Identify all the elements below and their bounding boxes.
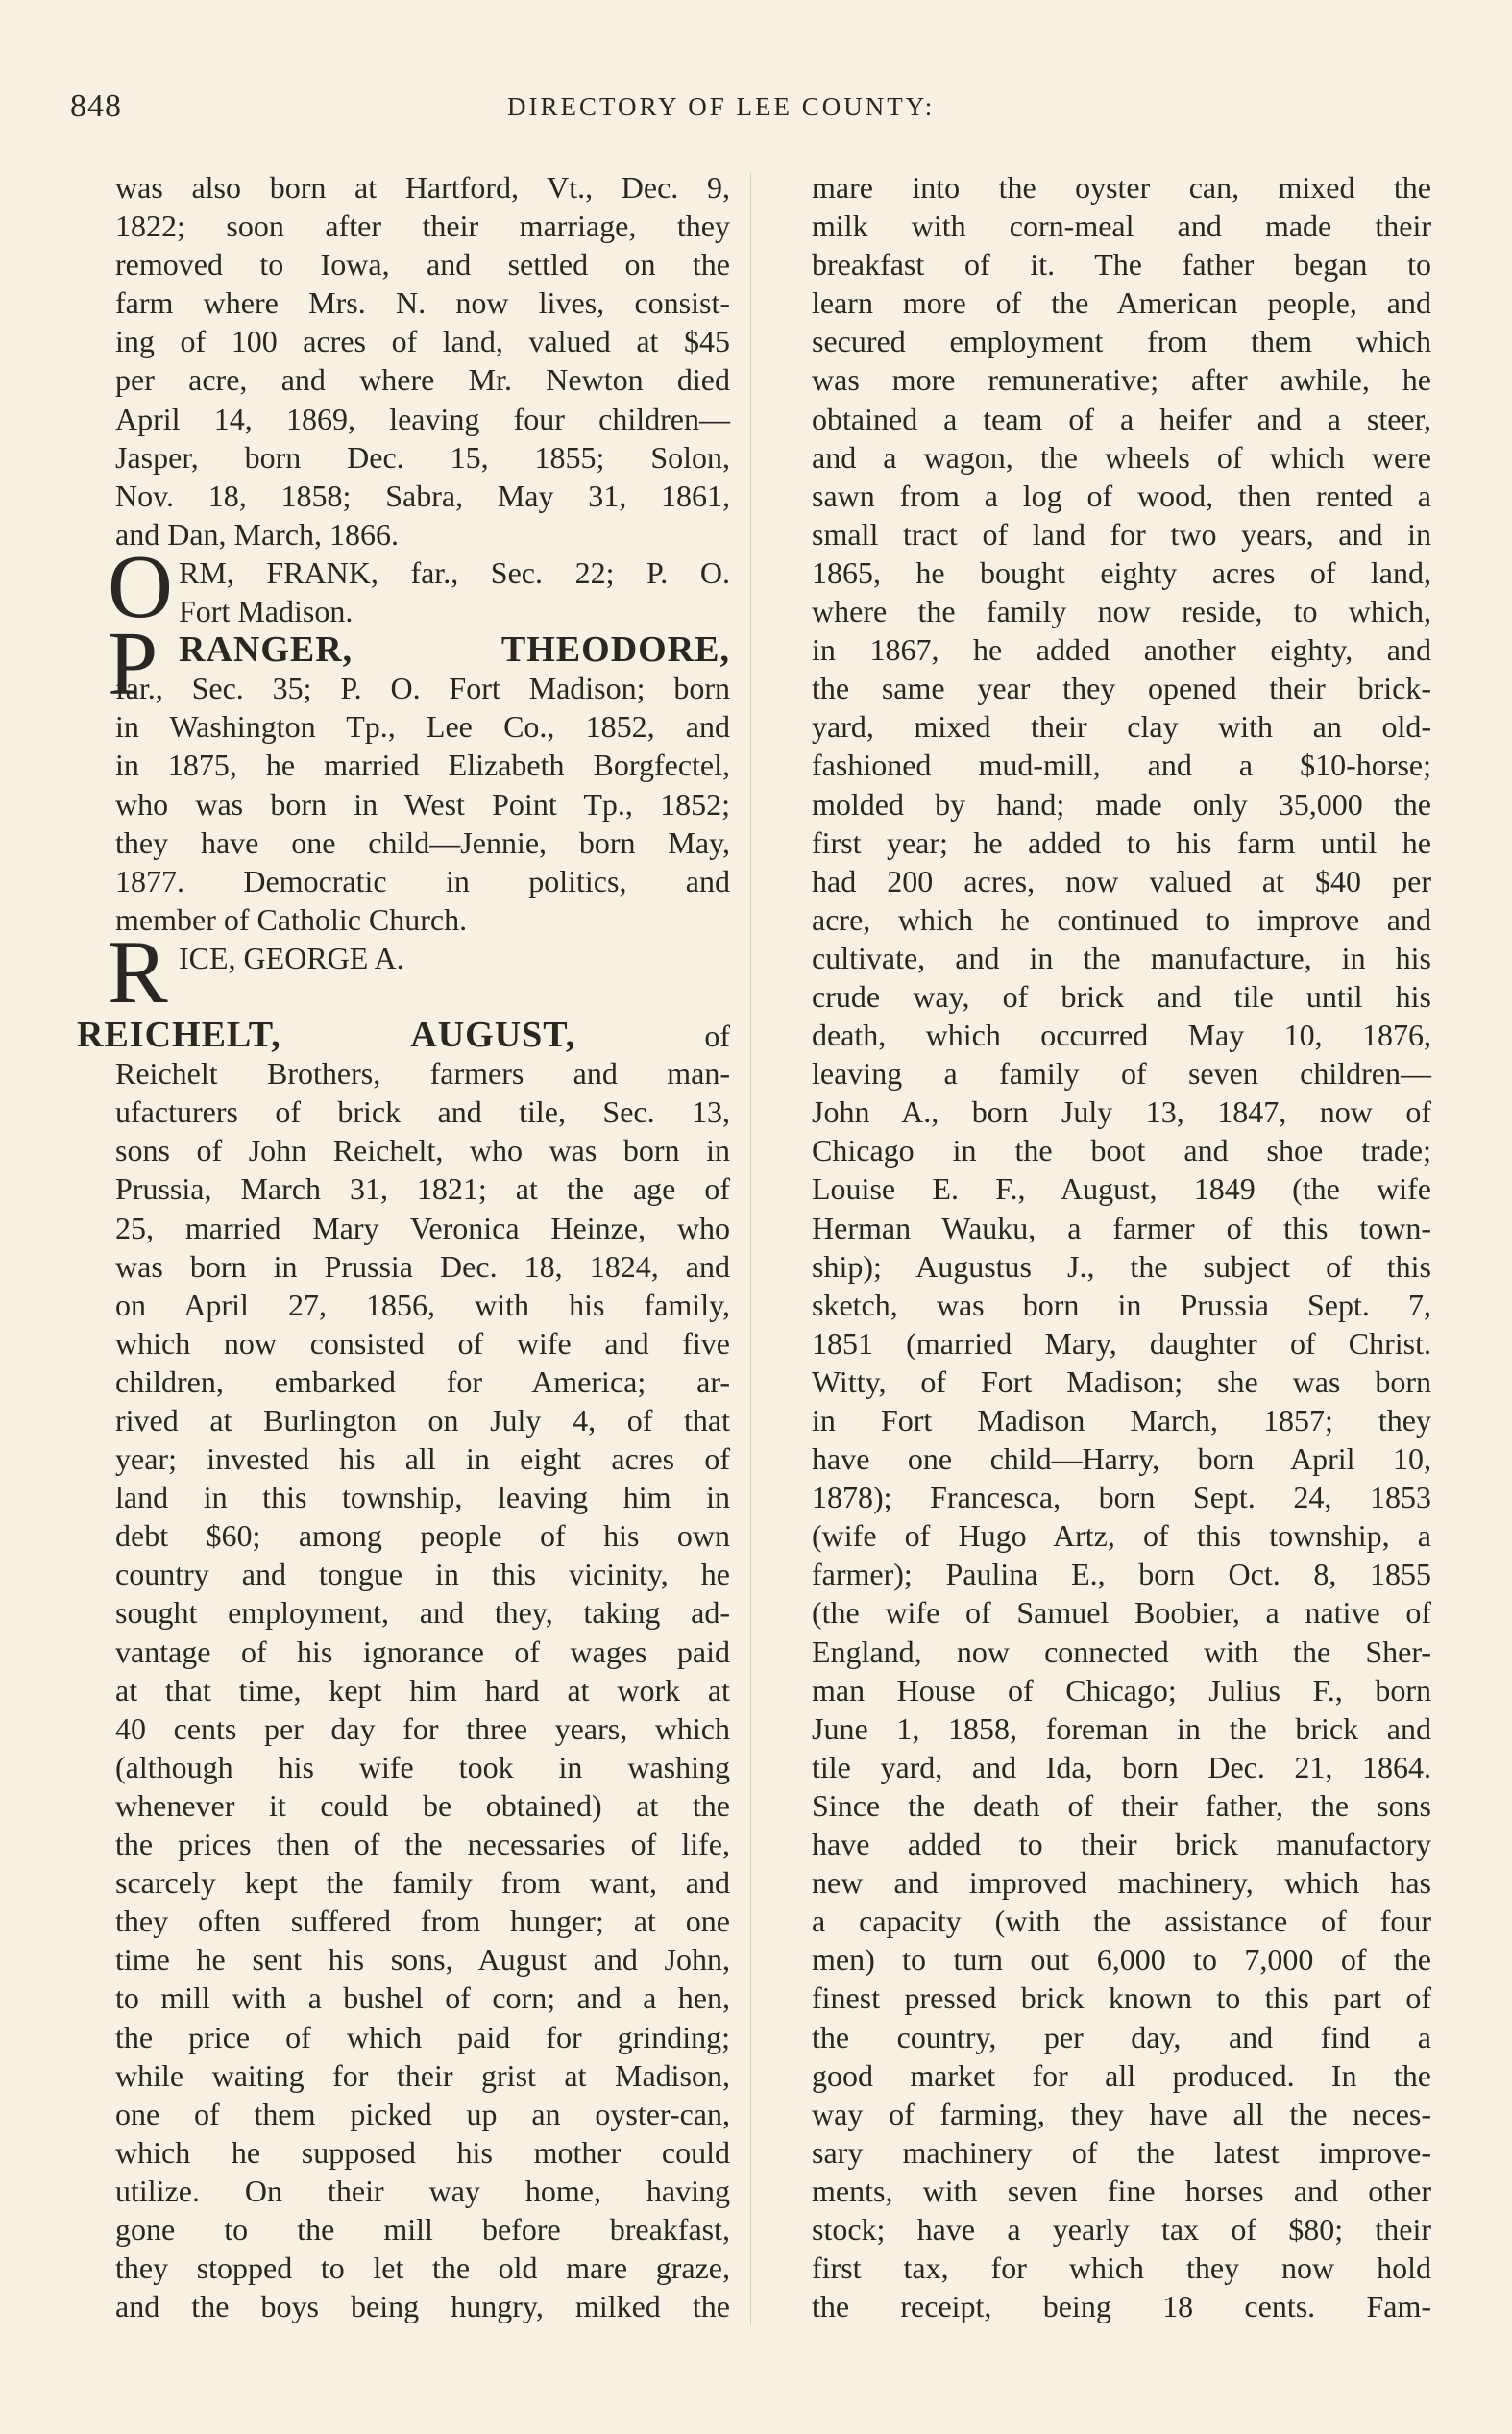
text-line: Louise E. F., August, 1849 (the wife	[812, 1171, 1431, 1207]
text-line: far., Sec. 35; P. O. Fort Madison; born	[115, 671, 730, 706]
text-line: sketch, was born in Prussia Sept. 7,	[812, 1287, 1431, 1322]
entry-reichelt-continued	[812, 168, 1431, 2325]
text-line: removed to Iowa, and settled on the	[115, 247, 730, 283]
entry-pranger	[108, 614, 730, 939]
text-line: crude way, of brick and tile until his	[812, 978, 1431, 1014]
text-line: the country, per day, and find a	[812, 2019, 1431, 2054]
column-divider	[750, 173, 751, 2325]
text-line: Since the death of their father, the sons	[812, 1787, 1431, 1823]
text-line: time he sent his sons, August and John,	[115, 1942, 730, 1978]
entry-reichelt	[77, 1015, 730, 2325]
text-line: to mill with a bushel of corn; and a hen,	[115, 1980, 730, 2016]
text-line: Jasper, born Dec. 15, 1855; Solon,	[115, 439, 730, 475]
text-line: Herman Wauku, a farmer of this town-	[812, 1210, 1431, 1245]
text-line: June 1, 1858, foreman in the brick and	[812, 1710, 1431, 1746]
text-line: 1878); Francesca, born Sept. 24, 1853	[812, 1480, 1431, 1515]
text-line: Chicago in the boot and shoe trade;	[812, 1133, 1431, 1168]
text-line: debt $60; among people of his own	[115, 1518, 730, 1554]
text-line: in Washington Tp., Lee Co., 1852, and	[115, 709, 730, 745]
text-line: in 1867, he added another eighty, and	[812, 632, 1431, 668]
left-column	[77, 168, 730, 2325]
text-line: rived at Burlington on July 4, of that	[115, 1403, 730, 1438]
running-head-title: DIRECTORY OF LEE COUNTY:	[507, 92, 936, 121]
text-line: which he supposed his mother could	[115, 2134, 730, 2170]
text-line: 25, married Mary Veronica Heinze, who	[115, 1210, 730, 1245]
text-line: gone to the mill before breakfast,	[115, 2211, 730, 2247]
text-line: acre, which he continued to improve and	[812, 901, 1431, 937]
text-line: good market for all produced. In the	[812, 2057, 1431, 2093]
text-line: Reichelt Brothers, farmers and man-	[115, 1056, 730, 1092]
text-line: they stopped to let the old mare graze,	[115, 2250, 730, 2286]
text-line: ing of 100 acres of land, valued at $45	[115, 324, 730, 359]
text-line: the same year they opened their brick-	[812, 671, 1431, 706]
page-number: 848	[70, 88, 122, 124]
text-line: John A., born July 13, 1847, now of	[812, 1094, 1431, 1130]
text-line: 40 cents per day for three years, which	[115, 1710, 730, 1746]
intro-paragraph	[115, 168, 730, 553]
text-line: new and improved machinery, which has	[812, 1865, 1431, 1901]
text-line: where the family now reside, to which,	[812, 594, 1431, 629]
text-line: (the wife of Samuel Boobier, a native of	[812, 1595, 1431, 1631]
text-line: yard, mixed their clay with an old-	[812, 709, 1431, 745]
text-line: year; invested his all in eight acres of	[115, 1441, 730, 1477]
text-line: leaving a family of seven children—	[812, 1056, 1431, 1092]
entry-reichelt-body	[115, 1054, 730, 2325]
text-line: first year; he added to his farm until he	[812, 824, 1431, 860]
text-line: farmer); Paulina E., born Oct. 8, 1855	[812, 1557, 1431, 1592]
text-line: sought employment, and they, taking ad-	[115, 1595, 730, 1631]
text-line: finest pressed brick known to this part of	[812, 1980, 1431, 2016]
text-line: at that time, kept him hard at work at	[115, 1672, 730, 1708]
text-line: vantage of his ignorance of wages paid	[115, 1634, 730, 1669]
text-line: learn more of the American people, and	[812, 285, 1431, 321]
text-line: sons of John Reichelt, who was born in	[115, 1133, 730, 1168]
text-line: 1822; soon after their marriage, they	[115, 209, 730, 244]
text-line: obtained a team of a heifer and a steer,	[812, 401, 1431, 436]
text-line: had 200 acres, now valued at $40 per	[812, 863, 1431, 898]
text-line: sawn from a log of wood, then rented a	[812, 478, 1431, 513]
text-line: stock; have a yearly tax of $80; their	[812, 2211, 1431, 2247]
text-line: the receipt, being 18 cents. Fam-	[812, 2289, 1431, 2324]
text-line: (wife of Hugo Artz, of this township, a	[812, 1518, 1431, 1554]
dropcap-p: P	[108, 614, 159, 715]
text-line: scarcely kept the family from want, and	[115, 1865, 730, 1901]
text-line: have one child—Harry, born April 10,	[812, 1441, 1431, 1477]
text-line: ufacturers of brick and tile, Sec. 13,	[115, 1094, 730, 1130]
text-line: a capacity (with the assistance of four	[812, 1904, 1431, 1939]
text-line: farm where Mrs. N. now lives, consist-	[115, 285, 730, 321]
text-line: tile yard, and Ida, born Dec. 21, 1864.	[812, 1749, 1431, 1784]
entry-pranger-heading: RANGER, THEODORE,	[179, 629, 730, 671]
text-line: who was born in West Point Tp., 1852;	[115, 786, 730, 822]
text-line: was born in Prussia Dec. 18, 1824, and	[115, 1248, 730, 1284]
text-line: April 14, 1869, leaving four children—	[115, 401, 730, 436]
text-line: have added to their brick manufactory	[812, 1827, 1431, 1862]
text-line: England, now connected with the Sher-	[812, 1634, 1431, 1669]
text-line: secured employment from them which	[812, 324, 1431, 359]
page-header	[70, 88, 1329, 138]
text-line: Nov. 18, 1858; Sabra, May 31, 1861,	[115, 478, 730, 513]
text-line: 1865, he bought eighty acres of land,	[812, 554, 1431, 590]
dropcap-o: O	[108, 536, 173, 637]
text-line: was more remunerative; after awhile, he	[812, 362, 1431, 398]
text-line: they often suffered from hunger; at one	[115, 1904, 730, 1939]
text-line: land in this township, leaving him in	[115, 1480, 730, 1515]
text-line: the prices then of the necessaries of life,	[115, 1827, 730, 1862]
text-line: and a wagon, the wheels of which were	[812, 439, 1431, 475]
entry-pranger-body	[115, 669, 730, 939]
dropcap-r: R	[108, 922, 168, 1022]
text-line: ments, with seven fine horses and other	[812, 2173, 1431, 2208]
text-line: one of them picked up an oyster-can,	[115, 2096, 730, 2131]
entry-orm	[108, 536, 730, 637]
text-line: in 1875, he married Elizabeth Borgfectel,	[115, 748, 730, 783]
text-line: which now consisted of wife and five	[115, 1325, 730, 1361]
text-line: utilize. On their way home, having	[115, 2173, 730, 2208]
text-line: and Dan, March, 1866.	[115, 516, 400, 552]
text-line: milk with corn-meal and made their	[812, 209, 1431, 244]
text-line: molded by hand; made only 35,000 the	[812, 786, 1431, 822]
text-line: the price of which paid for grinding;	[115, 2019, 730, 2054]
text-line: children, embarked for America; ar-	[115, 1364, 730, 1399]
text-line: sary machinery of the latest improve-	[812, 2134, 1431, 2170]
text-line: first tax, for which they now hold	[812, 2250, 1431, 2286]
text-line: small tract of land for two years, and in	[812, 516, 1431, 552]
entry-orm-line-1: RM, FRANK, far., Sec. 22; P. O.	[179, 554, 730, 590]
text-line: cultivate, and in the manufacture, in his	[812, 940, 1431, 975]
entry-rice-line-1: ICE, GEORGE A.	[179, 940, 404, 975]
text-line: whenever it could be obtained) at the	[115, 1787, 730, 1823]
entry-reichelt-heading-line	[77, 1016, 730, 1054]
text-line: breakfast of it. The father began to	[812, 247, 1431, 283]
text-line: member of Catholic Church.	[115, 901, 468, 937]
text-line: per acre, and where Mr. Newton died	[115, 362, 730, 398]
text-line: man House of Chicago; Julius F., born	[812, 1672, 1431, 1708]
entry-orm-line-2: Fort Madison.	[179, 594, 354, 629]
text-line: while waiting for their grist at Madison,	[115, 2057, 730, 2093]
right-column	[812, 168, 1431, 2325]
entry-reichelt-heading-tail: of	[704, 1019, 730, 1054]
text-line: mare into the oyster can, mixed the	[812, 170, 1431, 205]
entry-reichelt-heading: REICHELT, AUGUST,	[77, 1015, 576, 1056]
text-line: way of farming, they have all the neces-	[812, 2096, 1431, 2131]
text-line: was also born at Hartford, Vt., Dec. 9,	[115, 170, 730, 205]
text-line: fashioned mud-mill, and a $10-horse;	[812, 748, 1431, 783]
entry-rice	[108, 922, 730, 1022]
text-line: death, which occurred May 10, 1876,	[812, 1018, 1431, 1053]
text-line: 1877. Democratic in politics, and	[115, 863, 730, 898]
text-line: in Fort Madison March, 1857; they	[812, 1403, 1431, 1438]
text-line: men) to turn out 6,000 to 7,000 of the	[812, 1942, 1431, 1978]
text-line: Witty, of Fort Madison; she was born	[812, 1364, 1431, 1399]
text-line: (although his wife took in washing	[115, 1749, 730, 1784]
text-line: 1851 (married Mary, daughter of Christ.	[812, 1325, 1431, 1361]
text-line: and the boys being hungry, milked the	[115, 2289, 730, 2324]
text-line: on April 27, 1856, with his family,	[115, 1287, 730, 1322]
text-line: country and tongue in this vicinity, he	[115, 1557, 730, 1592]
text-line: ship); Augustus J., the subject of this	[812, 1248, 1431, 1284]
text-line: they have one child—Jennie, born May,	[115, 824, 730, 860]
text-line: Prussia, March 31, 1821; at the age of	[115, 1171, 730, 1207]
